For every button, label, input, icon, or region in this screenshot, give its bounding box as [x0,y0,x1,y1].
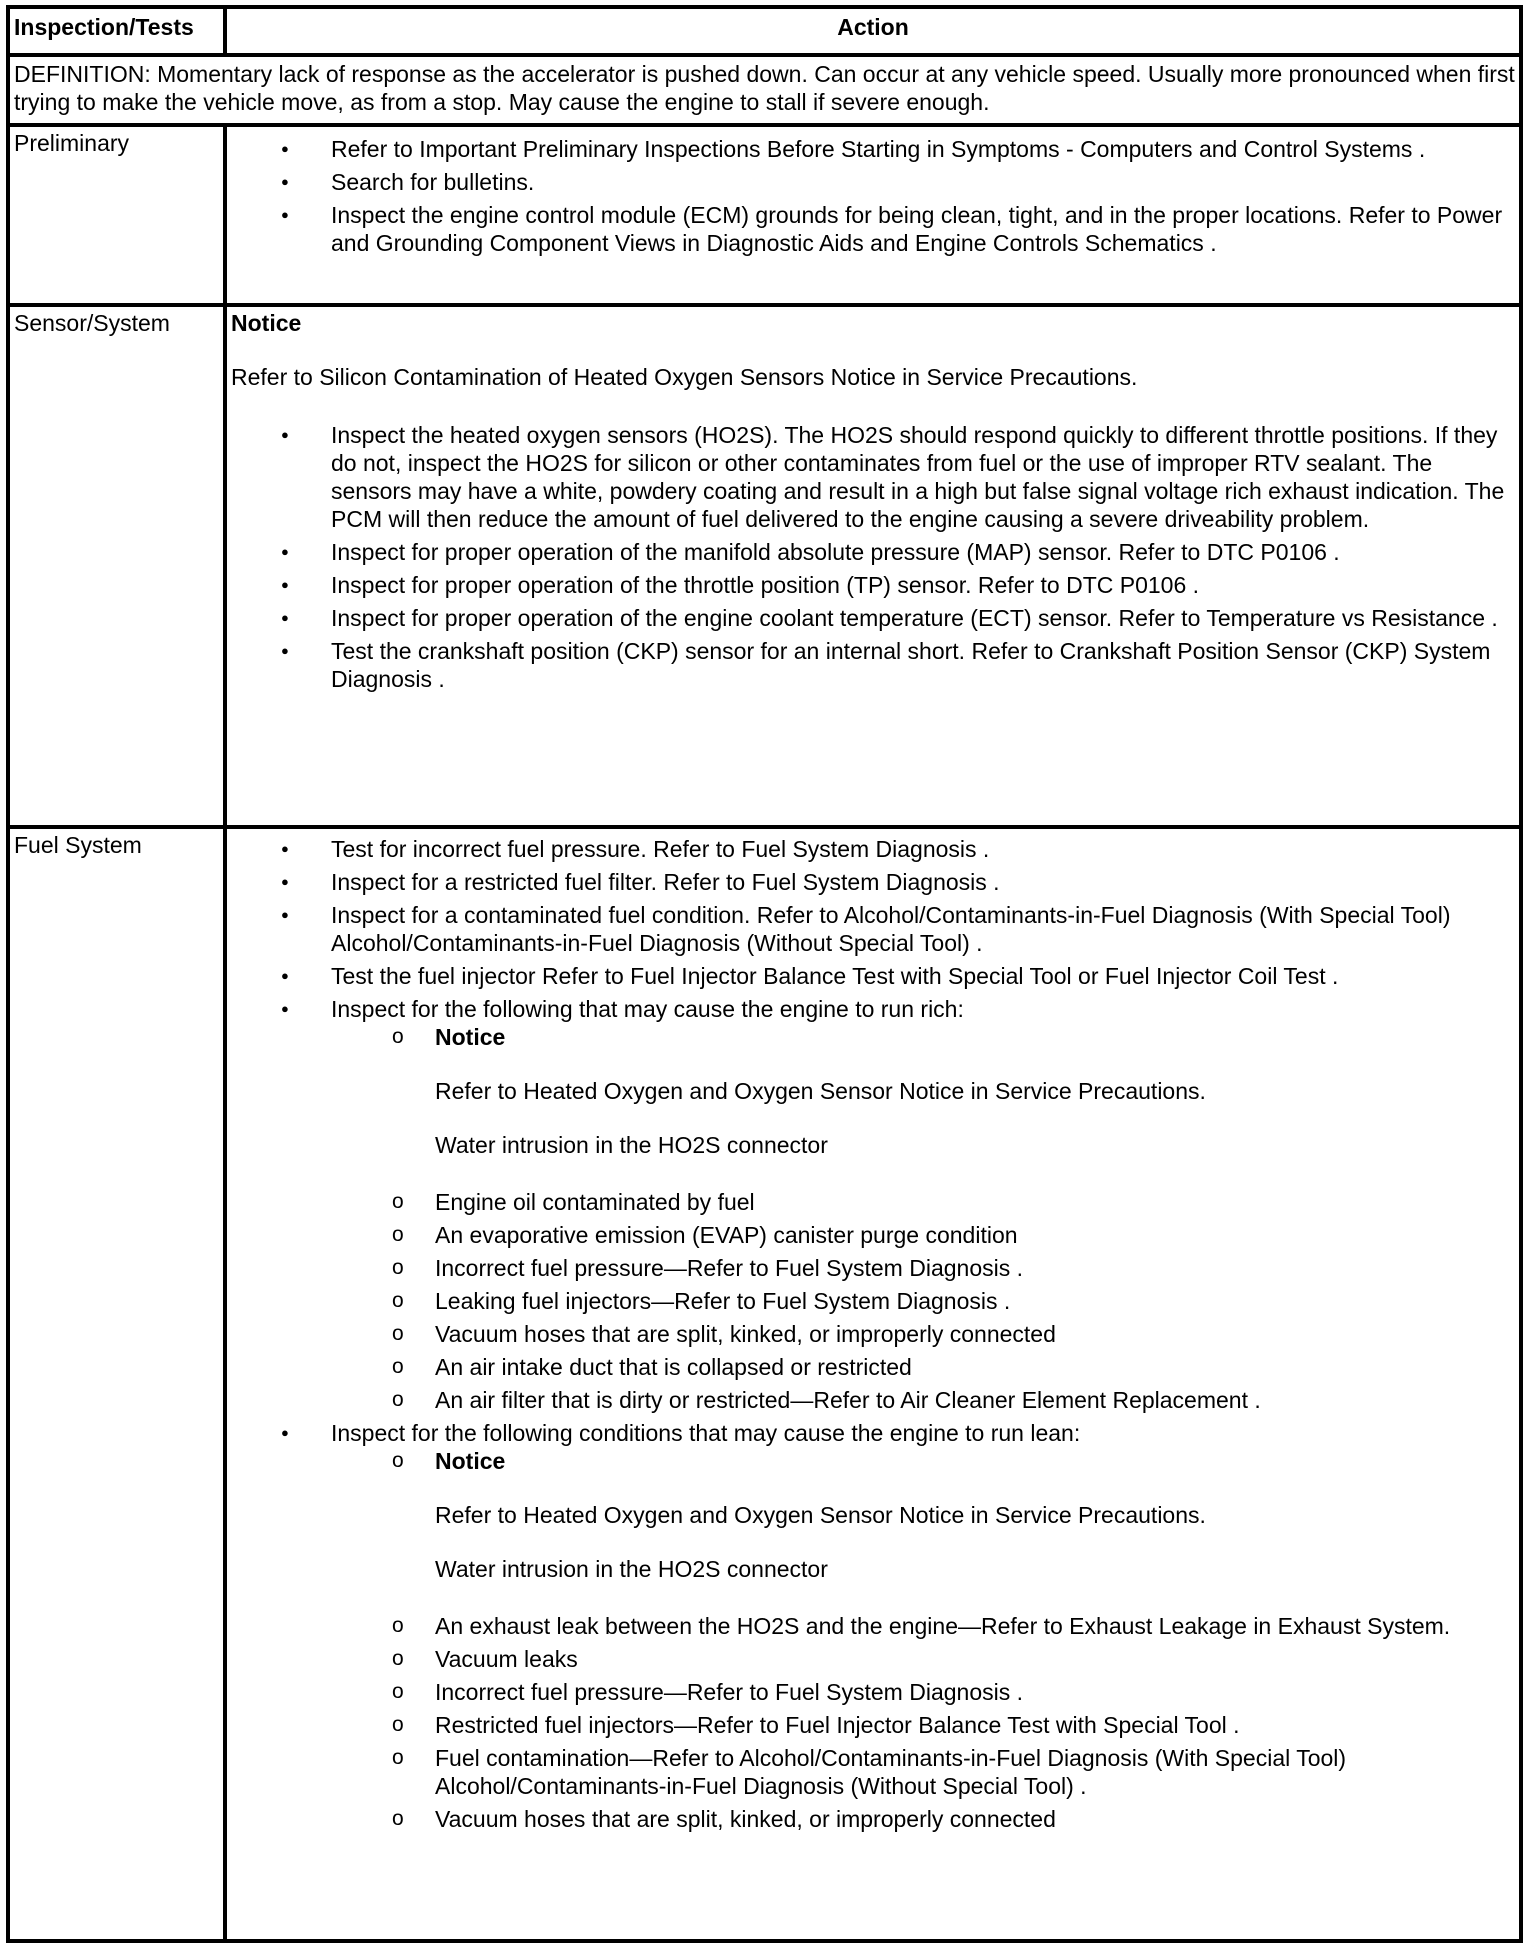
sub-item: o Vacuum hoses that are split, kinked, or improperly connected [435,1320,1515,1348]
list-item-rich [331,995,1515,1414]
list-item: ● Refer to Important Preliminary Inspections Before Starting in Symptoms - Computers and Control Systems . [331,135,1515,163]
list-item: ● Inspect for a restricted fuel filter. Refer to Fuel System Diagnosis . [331,868,1515,896]
list-item: ● Test the fuel injector Refer to Fuel Injector Balance Test with Special Tool or Fuel Injector Coil Test . [331,962,1515,990]
list-item-lean [331,1419,1515,1833]
sensor-row [8,305,1521,827]
sub-item: o An air intake duct that is collapsed or restricted [435,1353,1515,1381]
preliminary-label: Preliminary [8,125,225,305]
list-item: ● Inspect for proper operation of the manifold absolute pressure (MAP) sensor. Refer to DTC P0106 . [331,538,1515,566]
sub-item: o Leaking fuel injectors—Refer to Fuel System Diagnosis . [435,1287,1515,1315]
sub-item: o Engine oil contaminated by fuel [435,1188,1515,1216]
sub-item: o An evaporative emission (EVAP) canister purge condition [435,1221,1515,1249]
rich-intro: Inspect for the following that may cause the engine to run rich: [331,996,964,1022]
definition-row [8,55,1521,125]
notice-heading: o Notice [435,1024,506,1050]
header-row [8,7,1521,55]
header-action: Action [225,7,1521,55]
notice-heading: Notice [231,310,302,336]
header-inspection: Inspection/Tests [8,7,225,55]
preliminary-row [8,125,1521,305]
notice-heading: o Notice [435,1448,506,1474]
list-item: ● Search for bulletins. [331,168,1515,196]
notice-item: Water intrusion in the HO2S connector [435,1132,828,1158]
list-item: ● Test the crankshaft position (CKP) sensor for an internal short. Refer to Crankshaft Position Sensor (CKP) System Diagnosis . [331,637,1515,693]
list-item: ● Inspect the engine control module (ECM) grounds for being clean, tight, and in the proper locations. Refer to Power and Grounding Component Views in Diagnostic Aids and Engine Controls Schematics . [331,201,1515,257]
list-item: ● Inspect for proper operation of the throttle position (TP) sensor. Refer to DTC P0106 . [331,571,1515,599]
sensor-actions [225,305,1521,827]
sub-item: o An air filter that is dirty or restricted—Refer to Air Cleaner Element Replacement . [435,1386,1515,1414]
sub-item: o Vacuum leaks [435,1645,1515,1673]
fuel-actions [225,827,1521,1941]
sensor-label: Sensor/System [8,305,225,827]
list-item: ● Inspect for a contaminated fuel condition. Refer to Alcohol/Contaminants-in-Fuel Diagnosis (With Special Tool) Alcohol/Contaminants-in-Fuel Diagnosis (Without Special Tool) . [331,901,1515,957]
sub-item-notice [435,1023,1515,1183]
sub-item: o Vacuum hoses that are split, kinked, or improperly connected [435,1805,1515,1833]
preliminary-actions [225,125,1521,305]
notice-text: Refer to Heated Oxygen and Oxygen Sensor Notice in Service Precautions. [435,1502,1206,1528]
sub-item: o Incorrect fuel pressure—Refer to Fuel System Diagnosis . [435,1678,1515,1706]
fuel-label: Fuel System [8,827,225,1941]
notice-text: Refer to Silicon Contamination of Heated Oxygen Sensors Notice in Service Precautions. [231,364,1138,390]
notice-item: Water intrusion in the HO2S connector [435,1556,828,1582]
fuel-row [8,827,1521,1941]
diagnosis-table [6,5,1523,1943]
sub-item-notice [435,1447,1515,1607]
lean-intro: Inspect for the following conditions that may cause the engine to run lean: [331,1420,1081,1446]
sub-item: o Incorrect fuel pressure—Refer to Fuel System Diagnosis . [435,1254,1515,1282]
list-item: ● Test for incorrect fuel pressure. Refer to Fuel System Diagnosis . [331,835,1515,863]
list-item: ● Inspect for proper operation of the engine coolant temperature (ECT) sensor. Refer to Temperature vs Resistance . [331,604,1515,632]
sub-item: o An exhaust leak between the HO2S and the engine—Refer to Exhaust Leakage in Exhaust System. [435,1612,1515,1640]
list-item: ● Inspect the heated oxygen sensors (HO2S). The HO2S should respond quickly to different throttle positions. If they do not, inspect the HO2S for silicon or other contaminates from fuel or the use of improper RTV sealant. The sensors may have a white, powdery coating and result in a high but false signal voltage rich exhaust indication. The PCM will then reduce the amount of fuel delivered to the engine causing a severe driveability problem. [331,421,1515,533]
sub-item: o Fuel contamination—Refer to Alcohol/Contaminants-in-Fuel Diagnosis (With Special Tool) Alcohol/Contaminants-in-Fuel Diagnosis (Without Special Tool) . [435,1744,1515,1800]
definition-text: DEFINITION: Momentary lack of response as the accelerator is pushed down. Can occur at any vehicle speed. Usually more pronounced when first trying to make the vehicle move, as from a stop. May cause the engine to stall if severe enough. [8,55,1521,125]
notice-text: Refer to Heated Oxygen and Oxygen Sensor Notice in Service Precautions. [435,1078,1206,1104]
sub-item: o Restricted fuel injectors—Refer to Fuel Injector Balance Test with Special Tool . [435,1711,1515,1739]
